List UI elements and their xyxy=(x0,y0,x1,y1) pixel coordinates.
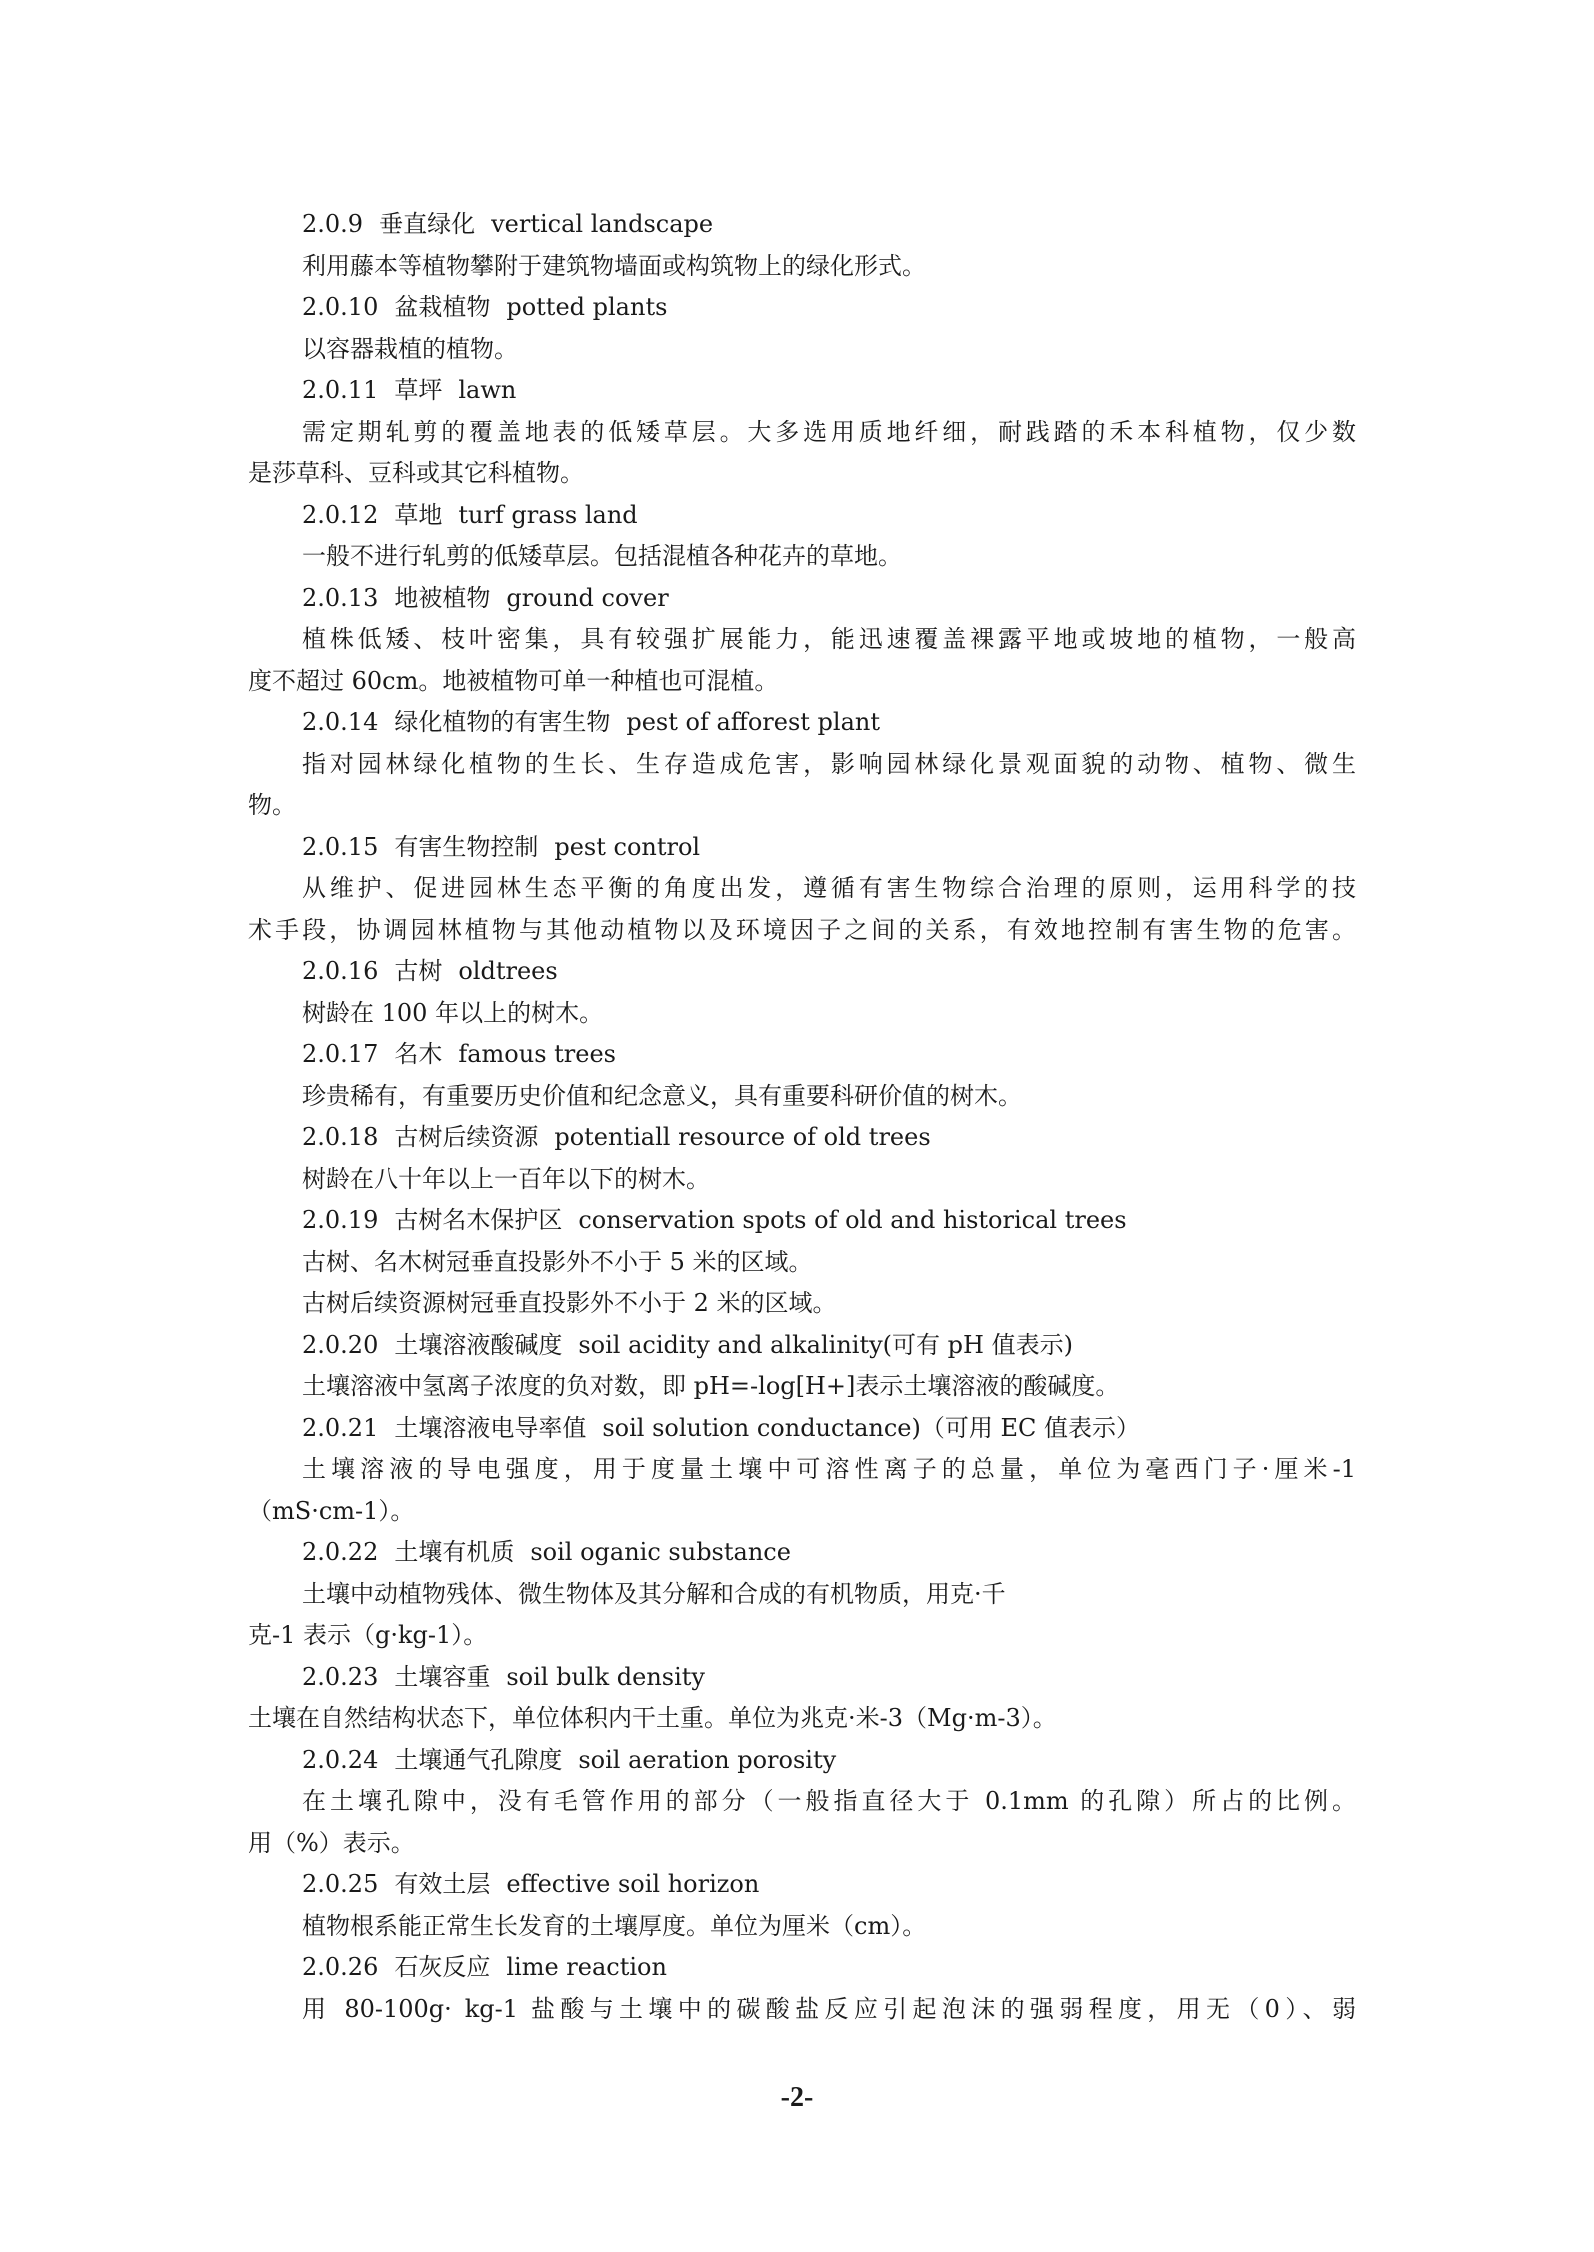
term-heading xyxy=(248,204,1356,246)
definition-line: 以容器栽植的植物。 xyxy=(302,334,518,363)
term-chinese: 有效土层 xyxy=(394,1870,491,1898)
term-english: soil oganic substance xyxy=(530,1538,791,1566)
term-heading xyxy=(248,1034,1356,1076)
definition-line: 物。 xyxy=(248,791,296,819)
term-chinese: 石灰反应 xyxy=(394,1953,491,1981)
term-english: soil aeration porosity xyxy=(578,1745,837,1774)
term-heading xyxy=(248,1864,1356,1906)
term-english: pest of afforest plant xyxy=(626,708,880,736)
term-number: 2.0.17 xyxy=(302,1040,379,1068)
definition-line: 用 80-100g· kg-1 盐酸与土壤中的碳酸盐反应引起泡沫的强弱程度，用无（0）、弱 xyxy=(302,1994,1356,2023)
term-chinese: 草地 xyxy=(394,500,443,529)
term-heading xyxy=(248,287,1356,329)
term-english: potentiall resource of old trees xyxy=(554,1123,931,1151)
term-number: 2.0.9 xyxy=(302,210,364,238)
definition-line: 树龄在八十年以上一百年以下的树木。 xyxy=(302,1164,710,1193)
definition-line: 珍贵稀有，有重要历史价值和纪念意义，具有重要科研价值的树木。 xyxy=(302,1081,1022,1110)
term-english: lawn xyxy=(458,376,517,404)
definition-line: 土壤溶液的导电强度，用于度量土壤中可溶性离子的总量，单位为毫西门子·厘米-1 xyxy=(302,1455,1356,1483)
definition-line: 是莎草科、豆科或其它科植物。 xyxy=(248,459,584,487)
term-number: 2.0.10 xyxy=(302,293,379,321)
term-chinese: 土壤溶液酸碱度 xyxy=(394,1330,563,1359)
term-chinese: 垂直绿化 xyxy=(379,210,476,238)
term-english: effective soil horizon xyxy=(506,1870,760,1898)
term-heading xyxy=(248,1117,1356,1159)
term-heading xyxy=(248,1947,1356,1989)
term-number: 2.0.12 xyxy=(302,500,379,529)
definition-line: 用（%）表示。 xyxy=(248,1828,415,1857)
definition-line: 利用藤本等植物攀附于建筑物墙面或构筑物上的绿化形式。 xyxy=(302,251,926,280)
term-number: 2.0.19 xyxy=(302,1206,379,1234)
definition-line: 植株低矮、枝叶密集，具有较强扩展能力，能迅速覆盖裸露平地或坡地的植物，一般高 xyxy=(302,625,1356,653)
term-number: 2.0.25 xyxy=(302,1870,379,1898)
term-number: 2.0.26 xyxy=(302,1953,379,1981)
term-english: conservation spots of old and historical trees xyxy=(578,1206,1127,1234)
term-chinese: 名木 xyxy=(394,1040,443,1068)
term-number: 2.0.13 xyxy=(302,583,379,612)
term-chinese: 草坪 xyxy=(394,376,443,404)
term-heading xyxy=(248,1408,1356,1450)
definition-line: 术手段，协调园林植物与其他动植物以及环境因子之间的关系，有效地控制有害生物的危害。 xyxy=(248,915,1356,944)
definition-line: 古树后续资源树冠垂直投影外不小于 2 米的区域。 xyxy=(302,1289,837,1317)
term-heading xyxy=(248,578,1356,620)
term-chinese: 土壤有机质 xyxy=(394,1538,515,1566)
term-number: 2.0.23 xyxy=(302,1662,379,1691)
term-heading xyxy=(248,370,1356,412)
definition-line: 克-1 表示（g·kg-1）。 xyxy=(248,1621,488,1649)
term-number: 2.0.15 xyxy=(302,832,379,861)
term-number: 2.0.16 xyxy=(302,957,379,985)
term-english: famous trees xyxy=(458,1040,616,1068)
term-english: soil solution conductance)（可用 EC 值表示） xyxy=(602,1413,1141,1442)
definition-line: 一般不进行轧剪的低矮草层。包括混植各种花卉的草地。 xyxy=(302,542,902,570)
term-english: soil bulk density xyxy=(506,1662,705,1691)
page-number: -2- xyxy=(780,2082,814,2113)
definition-line: （mS·cm-1）。 xyxy=(248,1496,415,1525)
term-heading xyxy=(248,495,1356,537)
term-heading xyxy=(248,827,1356,869)
term-english: soil acidity and alkalinity(可有 pH 值表示) xyxy=(578,1330,1073,1359)
definition-line: 在土壤孔隙中，没有毛管作用的部分（一般指直径大于 0.1mm 的孔隙）所占的比例。 xyxy=(302,1787,1356,1815)
term-heading xyxy=(248,1657,1356,1699)
term-number: 2.0.24 xyxy=(302,1745,379,1774)
term-english: turf grass land xyxy=(458,500,638,529)
definition-line: 植物根系能正常生长发育的土壤厚度。单位为厘米（cm）。 xyxy=(302,1911,927,1940)
definition-line: 从维护、促进园林生态平衡的角度出发，遵循有害生物综合治理的原则，运用科学的技 xyxy=(302,874,1356,902)
term-number: 2.0.11 xyxy=(302,376,379,404)
term-number: 2.0.21 xyxy=(302,1413,379,1442)
term-heading xyxy=(248,1200,1356,1242)
term-number: 2.0.20 xyxy=(302,1330,379,1359)
term-heading xyxy=(248,1532,1356,1574)
term-chinese: 古树 xyxy=(394,957,443,985)
term-english: ground cover xyxy=(506,583,669,612)
term-heading xyxy=(248,1740,1356,1782)
definition-line: 度不超过 60cm。地被植物可单一种植也可混植。 xyxy=(248,666,779,695)
definition-line: 指对园林绿化植物的生长、生存造成危害，影响园林绿化景观面貌的动物、植物、微生 xyxy=(302,749,1356,778)
document-body xyxy=(248,204,1356,2030)
term-chinese: 土壤通气孔隙度 xyxy=(394,1745,563,1774)
term-number: 2.0.22 xyxy=(302,1538,379,1566)
term-english: vertical landscape xyxy=(491,210,714,238)
term-chinese: 盆栽植物 xyxy=(394,293,491,321)
term-english: oldtrees xyxy=(458,957,558,985)
definition-line: 土壤中动植物残体、微生物体及其分解和合成的有机物质，用克·千 xyxy=(302,1579,1006,1608)
term-english: potted plants xyxy=(506,293,668,321)
definition-line: 需定期轧剪的覆盖地表的低矮草层。大多选用质地纤细，耐践踏的禾本科植物，仅少数 xyxy=(302,417,1356,446)
term-chinese: 地被植物 xyxy=(394,583,491,612)
term-english: pest control xyxy=(554,832,701,861)
term-heading xyxy=(248,951,1356,993)
definition-line: 土壤在自然结构状态下，单位体积内干土重。单位为兆克·米-3（Mg·m-3）。 xyxy=(248,1704,1057,1732)
definition-line: 树龄在 100 年以上的树木。 xyxy=(302,998,604,1027)
term-heading xyxy=(248,1325,1356,1367)
term-chinese: 有害生物控制 xyxy=(394,832,539,861)
definition-line: 土壤溶液中氢离子浓度的负对数，即 pH=-log[H+]表示土壤溶液的酸碱度。 xyxy=(302,1372,1120,1400)
term-number: 2.0.14 xyxy=(302,708,379,736)
term-number: 2.0.18 xyxy=(302,1123,379,1151)
term-heading xyxy=(248,702,1356,744)
term-chinese: 古树后续资源 xyxy=(394,1123,539,1151)
term-english: lime reaction xyxy=(506,1953,667,1981)
term-chinese: 土壤溶液电导率值 xyxy=(394,1413,587,1442)
term-chinese: 古树名木保护区 xyxy=(394,1206,563,1234)
term-chinese: 土壤容重 xyxy=(394,1662,491,1691)
term-chinese: 绿化植物的有害生物 xyxy=(394,708,611,736)
definition-line: 古树、名木树冠垂直投影外不小于 5 米的区域。 xyxy=(302,1247,813,1276)
